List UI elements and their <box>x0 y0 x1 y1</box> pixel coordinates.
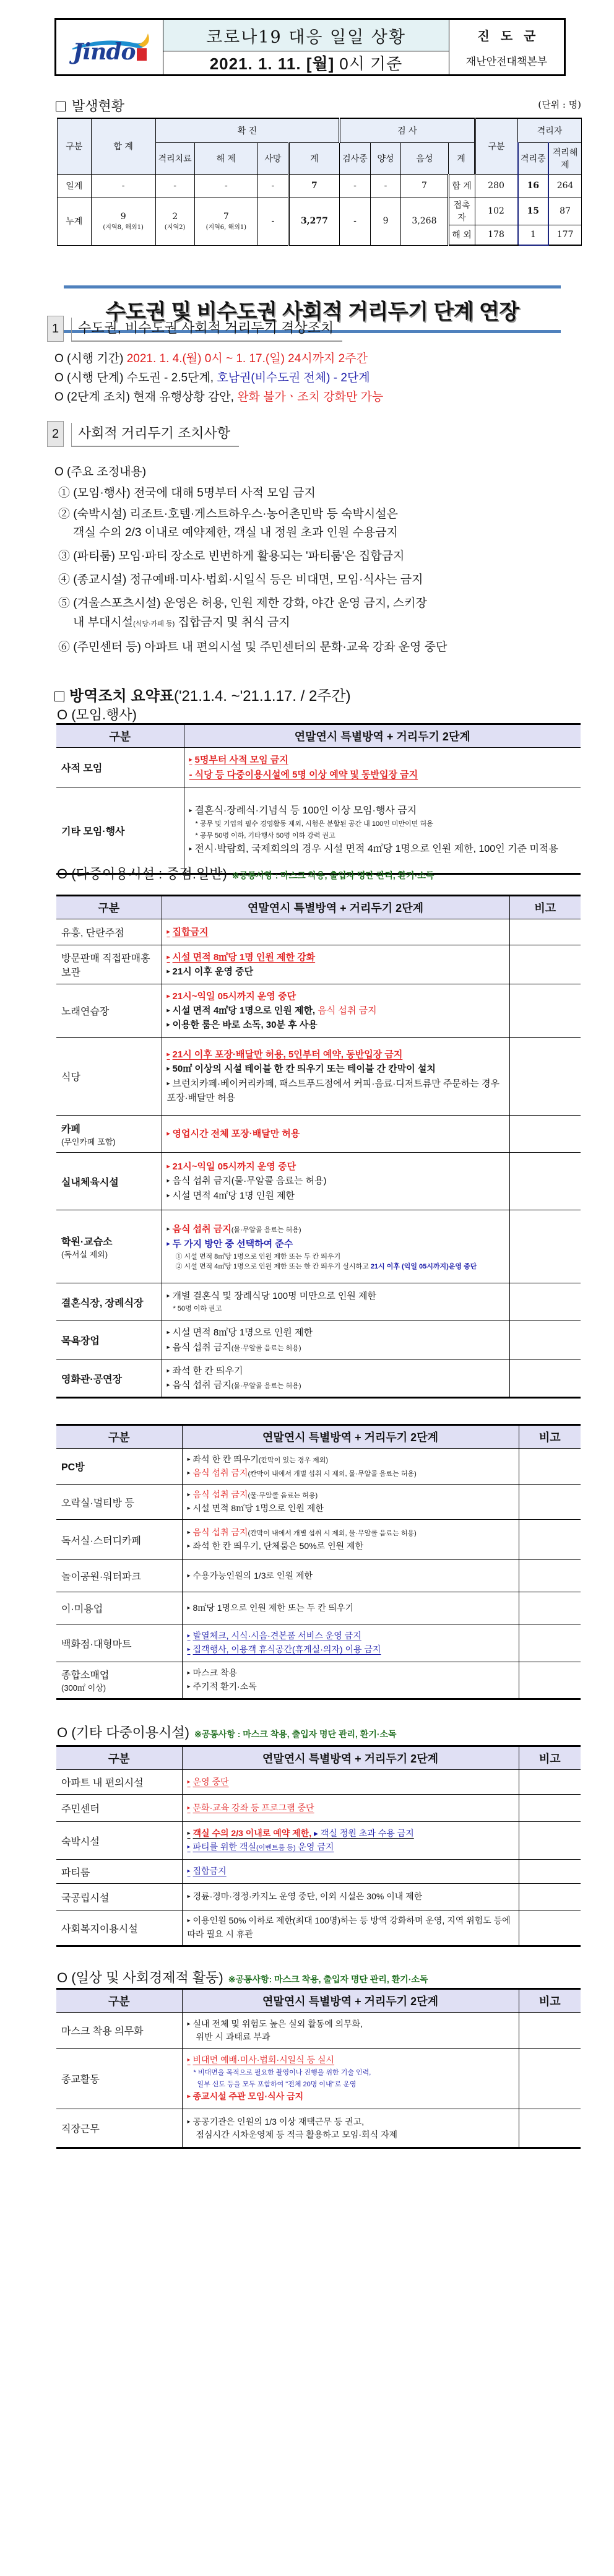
logo-badge <box>137 48 147 61</box>
table-row: 국공립시설 ▸ 경륜·경마·경정·카지노 운영 중단, 이외 시설은 30% 이내 제한 <box>56 1884 581 1910</box>
list-item: ③ (파티룸) 모임·파티 장소로 빈번하게 활용되는 '파티룸'은 집합금지 <box>58 550 405 563</box>
table-row: 실내체육시설 ▸ 21시~익일 05시까지 운영 중단 ▸ 음식 섭취 금지(물·무알콜 음료는 허용) ▸ 시설 면적 4㎡당 1명 인원 제한 <box>56 1153 581 1210</box>
facilities-heading: O (다중이용시설 : 중점.일반) ※공통사항 : 마스크 착용, 출입자 명단 관리, 환기·소독 <box>57 866 435 882</box>
other-facilities-heading: O (기타 다중이용시설) ※공통사항 : 마스크 착용, 출입자 명단 관리, 환기·소독 <box>57 1725 397 1740</box>
report-date: 2021. 1. 11. [월] 0시 기준 <box>209 54 403 73</box>
table-row: 직장근무 ▸ 공공기관은 인원의 1/3 이상 재택근무 등 권고, 점심시간 시차운영제 등 적극 활용하고 모임·회식 자제 <box>56 2109 581 2148</box>
table-row: 사적 모임 ▸ 5명부터 사적 모임 금지 - 식당 등 다중이용시설에 5명 이상 예약 및 동반입장 금지 <box>56 748 581 787</box>
table-row: 종교활동 ▸ 비대면 예배·미사·법회·시일식 등 실시 * 비대면을 목적으로 필요한 촬영이나 진행을 위한 기술 인력, 일부 신도 등을 모두 포함하여 "전체 20명 이내"로 운영 ▸ 종교시설 주관 모임·식사 금지 <box>56 2049 581 2109</box>
daily-activity-table: 구분 연말연시 특별방역 + 거리두기 2단계 비고 마스크 착용 의무화 ▸ 실내 전체 및 위험도 높은 실외 활동에 의무화, 위반 시 과태료 부과 종교활동 ▸ 비대면 예배·미사·법회·시일식 등 실시 * 비대면을 목적으로 필요한 촬영이나 진행을 위한 기술 인력, 일부 신도 등을 모두 포함하여 "전체 20명 이내"로 운영 ▸ 종교시설 주관 모임·식사 금지 직장근무 ▸ 공공기관은 인원의 1/3 이상 재택근무 등 권고, 점심시간 시차운영제 등 적극 활용하고 모임·회식 자제 <box>56 1988 581 2149</box>
table-row: 카페 (무인카페 포함) ▸ 영업시간 전체 포장·배달만 허용 <box>56 1116 581 1153</box>
banner-title: 수도권 및 비수도권 사회적 거리두기 단계 연장 <box>105 300 519 324</box>
table-row: 식당 ▸ 21시 이후 포장·배달만 허용, 5인부터 예약, 동반입장 금지 ▸ 50㎡ 이상의 시설 테이블 한 칸 띄우기 또는 테이블 간 칸막이 설치 ▸ 브런치카페·베이커리카페, 패스트푸드점에서 커피·음료·디저트류만 주문하는 경우 포장·배달만 허용 <box>56 1038 581 1116</box>
unit-label: (단위 : 명) <box>538 99 581 110</box>
list-item: ① (모임·행사) 전국에 대해 5명부터 사적 모임 금지 <box>58 487 316 500</box>
list-item: ⑥ (주민센터 등) 아파트 내 편의시설 및 주민센터의 문화·교육 강좌 운영 중단 <box>58 641 448 654</box>
table-row: 놀이공원·워터파크 ▸ 수용가능인원의 1/3로 인원 제한 <box>56 1560 581 1592</box>
table-row: 숙박시설 ▸ 객실 수의 2/3 이내로 예약 제한, ▸ 객실 정원 초과 수용 금지 ▸ 파티를 위한 객실(이벤트룸 등) 운영 금지 <box>56 1822 581 1860</box>
gathering-table: 구분 연말연시 특별방역 + 거리두기 2단계 사적 모임 ▸ 5명부터 사적 모임 금지 - 식당 등 다중이용시설에 5명 이상 예약 및 동반입장 금지 기타 모임·행사 ▸ 결혼식·장례식·기념식 등 100인 이상 모임·행사 금지 * 공무 및 기업의 필수 경영활동 제외, 시험은 분할된 공간 내 100인 미만이면 허용 * 공무 50명 이하, 기타행사 50명 이하 강력 권고 ▸ 전시·박람회, 국제회의의 경우 시설 면적 4㎡당 1명으로 인원 제한, 100인 기준 미적용 <box>56 723 581 875</box>
jindo-logo <box>56 20 163 74</box>
table-row: 일계 - - - - 7 - - 7 합 계 280 16 264 <box>58 174 582 197</box>
gathering-heading: O (모임.행사) <box>57 707 137 722</box>
list-item: ⑤ (겨울스포츠시설) 운영은 허용, 인원 제한 강화, 야간 운영 금지, 스키장 <box>58 597 427 610</box>
table-row: 마스크 착용 의무화 ▸ 실내 전체 및 위험도 높은 실외 활동에 의무화, 위반 시 과태료 부과 <box>56 2013 581 2049</box>
checkbox-icon <box>56 102 66 111</box>
org-name: 진도군 <box>477 28 547 43</box>
report-header <box>54 18 566 76</box>
facilities-table: 구분 연말연시 특별방역 + 거리두기 2단계 비고 유흥, 단란주점 ▸ 집합금지 방문판매 직접판매홍보관 ▸ 시설 면적 8㎡당 1명 인원 제한 강화 ▸ 21시 이후 운영 중단 노래연습장 ▸ 21시~익일 05시까지 운영 중단 ▸ 시설 면적 4㎡당 1명으로 인원 제한, 음식 섭취 금지 ▸ 이용한 룸은 바로 소독, 30분 후 사용 식당 ▸ 21시 이후 포장·배달만 허용, 5인부터 예약, 동반입장 금지 ▸ 50㎡ 이상의 시설 테이블 한 칸 띄우기 또는 테이블 간 칸막이 설치 ▸ 브런치카페·베이커리카페, 패스트푸드점에서 커피·음료·디저트류만 주문하는 경우 포장·배달만 허용 카페 (무인카페 포함) ▸ 영업시간 전체 포장·배달만 허용 실내체육시설 ▸ 21시~익일 05시까지 운영 중단 ▸ 음식 섭취 금지(물·무알콜 음료는 허용) ▸ 시설 면적 4㎡당 1명 인원 제한 학원·교습소 (독서실 제외) ▸ 음식 섭취 금지(물·무알콜 음료는 허용) ▸ 두 가지 방안 중 선택하여 준수 ① 시설 면적 8㎡당 1명으로 인원 제한 또는 두 칸 띄우기 ② 시설 면적 4㎡당 1명으로 인원 제한 또는 한 칸 띄우기 실시하고 21시 이후 (익일 05시까지)운영 중단 결혼식장, 장례식장 ▸ 개별 결혼식 및 장례식당 100명 미만으로 인원 제한 * 50명 이하 권고 목욕장업 ▸ 시설 면적 8㎡당 1명으로 인원 제한 ▸ 음식 섭취 금지(물·무알콜 음료는 허용) 영화관·공연장 ▸ 좌석 한 칸 띄우기 ▸ 음식 섭취 금지(물·무알콜 음료는 허용) <box>56 895 581 1399</box>
section-2-heading: 2 사회적 거리두기 조치사항 <box>47 421 239 447</box>
table-row: 종합소매업 (300㎡ 이상) ▸ 마스크 착용 ▸ 주기적 환기·소독 <box>56 1662 581 1699</box>
table-row: 해 외 178 1 177 <box>58 225 582 245</box>
table-row: 이·미용업 ▸ 8㎡당 1명으로 인원 제한 또는 두 칸 띄우기 <box>56 1592 581 1624</box>
section-2-intro: O (주요 조정내용) <box>54 466 147 479</box>
table-row: 사회복지이용시설 ▸ 이용인원 50% 이하로 제한(최대 100명)하는 등 방역 강화하며 운영, 지역 위험도 등에 따라 필요 시 휴관 <box>56 1910 581 1946</box>
table-row: 누계 9 (지역8, 해외1) 2 (지역2) 7 (지역6, 해외1) - 3,277 - 9 3,268 접촉자 102 15 87 <box>58 197 582 225</box>
checkbox-icon <box>54 692 64 701</box>
summary-heading: 방역조치 요약표('21.1.4. ~'21.1.17. / 2주간) <box>54 683 351 705</box>
section-1-line: O (2단계 조치) 현재 유행상황 감안, 완화 불가ㆍ조치 강화만 가능 <box>54 391 384 404</box>
table-row: 주민센터 ▸ 문화·교육 강좌 등 프로그램 중단 <box>56 1795 581 1822</box>
list-item: ② (숙박시설) 리조트·호텔·게스트하우스·농어촌민박 등 숙박시설은 <box>58 508 398 521</box>
table-row: 노래연습장 ▸ 21시~익일 05시까지 운영 중단 ▸ 시설 면적 4㎡당 1명으로 인원 제한, 음식 섭취 금지 ▸ 이용한 룸은 바로 소독, 30분 후 사용 <box>56 984 581 1038</box>
table-row: 오락실·멀티방 등 ▸ 음식 섭취 금지(물·무알콜 음료는 허용) ▸ 시설 면적 8㎡당 1명으로 인원 제한 <box>56 1485 581 1520</box>
section-1-line: O (시행 단계) 수도권 - 2.5단계, 호남권(비수도권 전체) - 2단계 <box>54 371 370 384</box>
table-row: 독서실·스터디카페 ▸ 음식 섭취 금지(칸막이 내에서 개별 섭취 시 제외, 물·무알콜 음료는 허용) ▸ 좌석 한 칸 띄우기, 단체룸은 50%로 인원 제한 <box>56 1520 581 1560</box>
table-row: 영화관·공연장 ▸ 좌석 한 칸 띄우기 ▸ 음식 섭취 금지(물·무알콜 음료는 허용) <box>56 1360 581 1398</box>
status-heading: 발생현황 <box>56 96 124 115</box>
table-row: 학원·교습소 (독서실 제외) ▸ 음식 섭취 금지(물·무알콜 음료는 허용) ▸ 두 가지 방안 중 선택하여 준수 ① 시설 면적 8㎡당 1명으로 인원 제한 또는 두 칸 띄우기 ② 시설 면적 4㎡당 1명으로 인원 제한 또는 한 칸 띄우기 실시하고 21시 이후 (익일 05시까지)운영 중단 <box>56 1210 581 1283</box>
logo-text: Jindo <box>72 39 136 65</box>
section-1-heading: 1 수도권, 비수도권 사회적 거리두기 격상조치 <box>47 316 342 342</box>
daily-heading: O (일상 및 사회경제적 활동) ※공통사항: 마스크 착용, 출입자 명단 관리, 환기·소독 <box>57 1970 428 1985</box>
table-row: 목욕장업 ▸ 시설 면적 8㎡당 1명으로 인원 제한 ▸ 음식 섭취 금지(물·무알콜 음료는 허용) <box>56 1321 581 1360</box>
facilities-table-2: 구분 연말연시 특별방역 + 거리두기 2단계 비고 PC방 ▸ 좌석 한 칸 띄우기(칸막이 있는 경우 제외) ▸ 음식 섭취 금지(칸막이 내에서 개별 섭취 시 제외, 물·무알콜 음료는 허용) 오락실·멀티방 등 ▸ 음식 섭취 금지(물·무알콜 음료는 허용) ▸ 시설 면적 8㎡당 1명으로 인원 제한 독서실·스터디카페 ▸ 음식 섭취 금지(칸막이 내에서 개별 섭취 시 제외, 물·무알콜 음료는 허용) ▸ 좌석 한 칸 띄우기, 단체룸은 50%로 인원 제한 놀이공원·워터파크 ▸ 수용가능인원의 1/3로 인원 제한 이·미용업 ▸ 8㎡당 1명으로 인원 제한 또는 두 칸 띄우기 백화점·대형마트 ▸ 발열체크, 시식·시음·견본품 서비스 운영 금지 ▸ 집객행사, 이용객 휴식공간(휴게실·의자) 이용 금지 종합소매업 (300㎡ 이상) ▸ 마스크 착용 ▸ 주기적 환기·소독 <box>56 1424 581 1700</box>
list-item: ④ (종교시설) 정규예배·미사·법회·시일식 등은 비대면, 모임·식사는 금지 <box>58 573 423 586</box>
table-row: 방문판매 직접판매홍보관 ▸ 시설 면적 8㎡당 1명 인원 제한 강화 ▸ 21시 이후 운영 중단 <box>56 945 581 984</box>
table-row: 파티룸 ▸ 집합금지 <box>56 1860 581 1884</box>
status-table: 구분 합 계 확 진 검 사 구분 격리자 격리치료 해 제 사망 계 검사중 양성 음성 계 격리중 격리해제 일계 - - - - 7 - - 7 합 계 280 16 264 누계 9 (지역8, 해외1) 2 (지역2) 7 (지역6, 해외1) - 3,277 - 9 3,268 접촉자 102 15 87 해 외 178 1 177 <box>57 118 582 246</box>
table-row: 아파트 내 편의시설 ▸ 운영 중단 <box>56 1770 581 1795</box>
table-row: 유흥, 단란주점 ▸ 집합금지 <box>56 919 581 945</box>
table-row: 기타 모임·행사 ▸ 결혼식·장례식·기념식 등 100인 이상 모임·행사 금지 * 공무 및 기업의 필수 경영활동 제외, 시험은 분할된 공간 내 100인 미만이면 허용 * 공무 50명 이하, 기타행사 50명 이하 강력 권고 ▸ 전시·박람회, 국제회의의 경우 시설 면적 4㎡당 1명으로 인원 제한, 100인 기준 미적용 <box>56 787 581 874</box>
table-row: 결혼식장, 장례식장 ▸ 개별 결혼식 및 장례식당 100명 미만으로 인원 제한 * 50명 이하 권고 <box>56 1283 581 1321</box>
table-row: PC방 ▸ 좌석 한 칸 띄우기(칸막이 있는 경우 제외) ▸ 음식 섭취 금지(칸막이 내에서 개별 섭취 시 제외, 물·무알콜 음료는 허용) <box>56 1449 581 1485</box>
list-item-cont: 내 부대시설(식당·카페 등) 집합금지 및 취식 금지 <box>73 616 290 629</box>
section-1-line: O (시행 기간) 2021. 1. 4.(월) 0시 ~ 1. 17.(일) 24시까지 2주간 <box>54 352 368 365</box>
dept-name: 재난안전대책본부 <box>465 56 548 68</box>
list-item-cont: 객실 수의 2/3 이내로 예약제한, 객실 내 정원 초과 인원 수용금지 <box>73 526 398 539</box>
other-facilities-table: 구분 연말연시 특별방역 + 거리두기 2단계 비고 아파트 내 편의시설 ▸ 운영 중단 주민센터 ▸ 문화·교육 강좌 등 프로그램 중단 숙박시설 ▸ 객실 수의 2/3 이내로 예약 제한, ▸ 객실 정원 초과 수용 금지 ▸ 파티를 위한 객실(이벤트룸 등) 운영 금지 파티룸 ▸ 집합금지 국공립시설 ▸ 경륜·경마·경정·카지노 운영 중단, 이외 시설은 30% 이내 제한 사회복지이용시설 ▸ 이용인원 50% 이하로 제한(최대 100명)하는 등 방역 강화하며 운영, 지역 위험도 등에 따라 필요 시 휴관 <box>56 1745 581 1947</box>
report-title: 코로나19 대응 일일 상황 <box>163 20 449 51</box>
table-row: 백화점·대형마트 ▸ 발열체크, 시식·시음·견본품 서비스 운영 금지 ▸ 집객행사, 이용객 휴식공간(휴게실·의자) 이용 금지 <box>56 1624 581 1662</box>
